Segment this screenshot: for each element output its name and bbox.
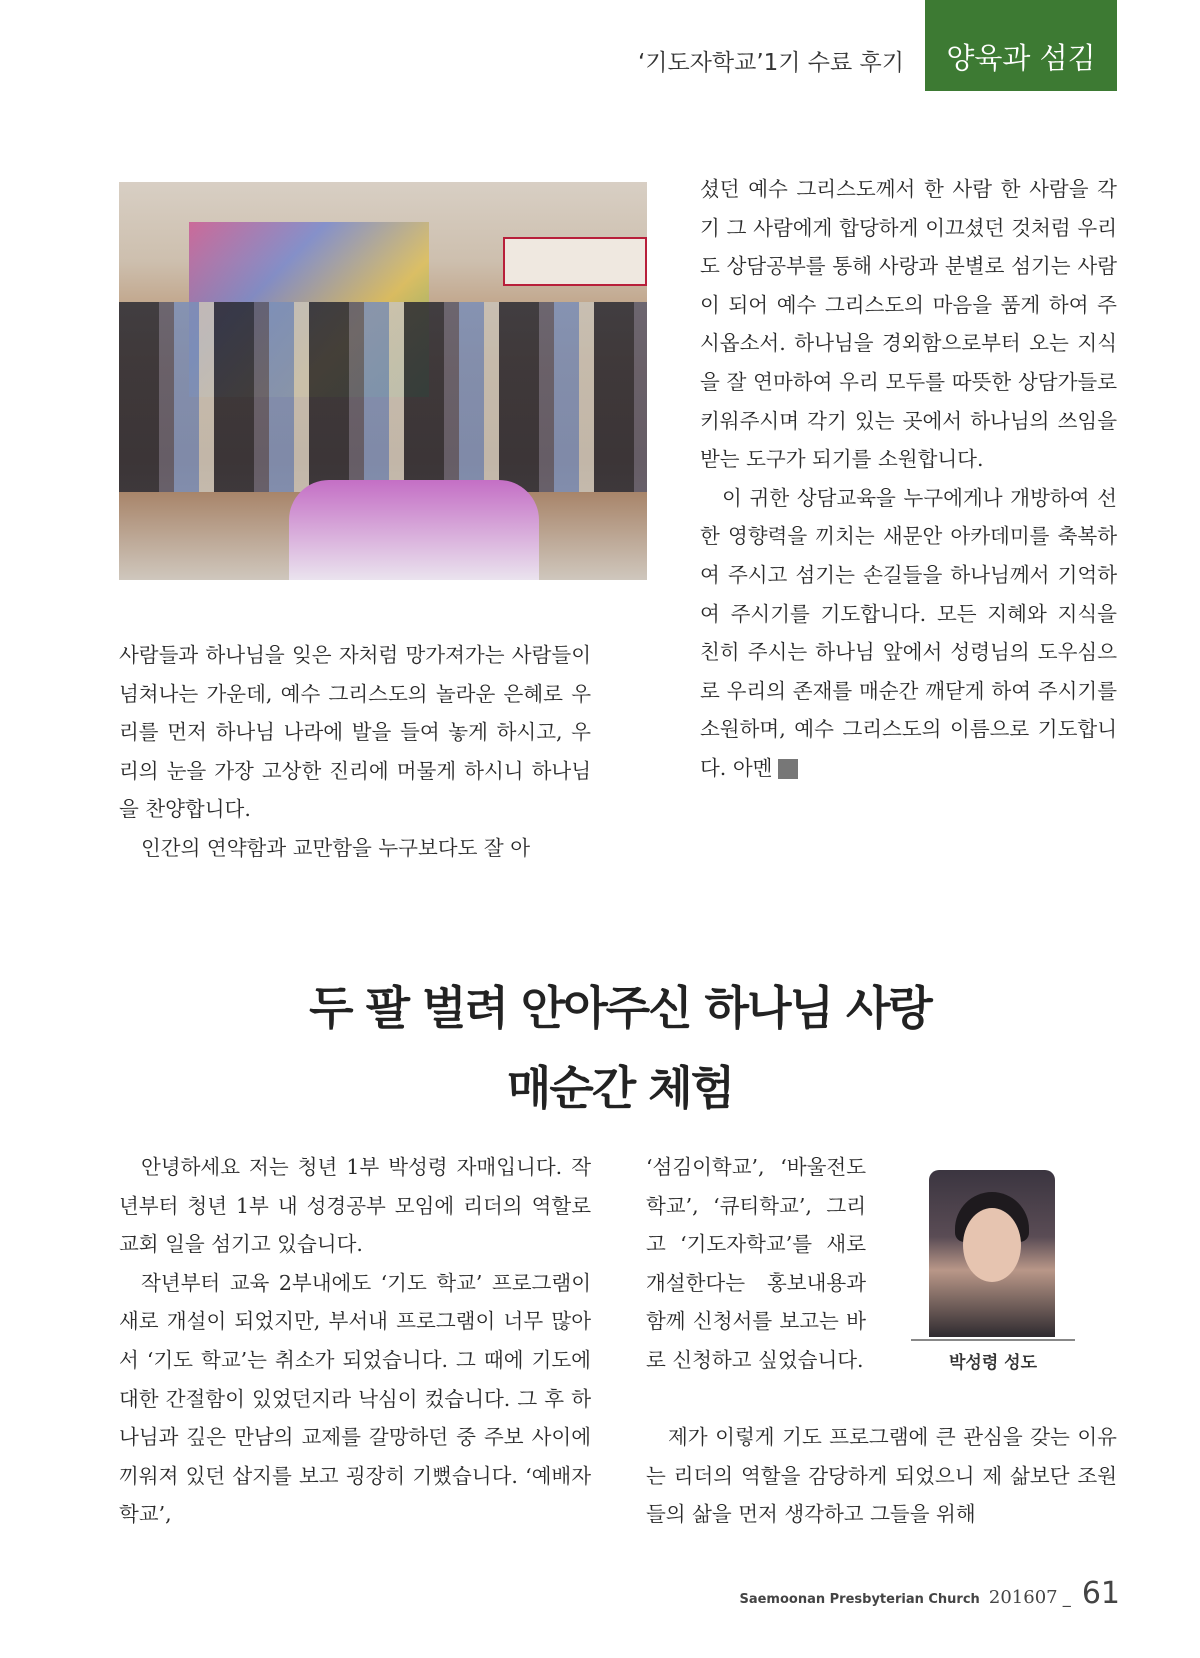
portrait-caption: 박성령 성도 xyxy=(948,1353,1038,1373)
headline-line-2: 매순간 체험 xyxy=(506,1061,734,1115)
paragraph: 사람들과 하나님을 잊은 자처럼 망가져가는 사람들이 넘쳐나는 가운데, 예수 그리스도의 놀라운 은혜로 우리를 먼저 하나님 나라에 발을 들여 놓게 하시고, 우리의 눈을 가장 고상한 진리에 머물게 하시니 하나님을 찬양합니다. xyxy=(119,643,591,822)
caption-divider xyxy=(911,1339,1075,1341)
paragraph: 작년부터 교육 2부내에도 ‘기도 학교’ 프로그램이 새로 개설이 되었지만, 부서내 프로그램이 너무 많아서 ‘기도 학교’는 취소가 되었습니다. 그 때에 기도에 대한 간절함이 있었던지라 낙심이 컸습니다. 그 후 하나님과 깊은 만남의 교제를 갈망하던 중 주보 사이에 끼워져 있던 삽지를 보고 굉장히 기뻤습니다. ‘예배자학교’, xyxy=(119,1270,591,1527)
paragraph: 인간의 연약함과 교만함을 누구보다도 잘 아 xyxy=(141,835,531,860)
top-left-column xyxy=(119,636,591,868)
author-portrait xyxy=(929,1170,1055,1337)
bottom-left-column xyxy=(119,1148,591,1534)
page-footer xyxy=(739,1576,1120,1611)
footer-issue: 201607 xyxy=(988,1587,1058,1608)
top-right-column xyxy=(700,170,1117,788)
footer-church: Saemoonan Presbyterian Church xyxy=(739,1592,980,1607)
paragraph: 셨던 예수 그리스도께서 한 사람 한 사람을 각기 그 사람에게 합당하게 이끄셨던 것처럼 우리도 상담공부를 통해 사랑과 분별로 섬기는 사람이 되어 예수 그리스도의 마음을 품게 하여 주시옵소서. 하나님을 경외함으로부터 오는 지식을 잘 연마하여 우리 모두를 따뜻한 상담가들로 키워주시며 각기 있는 곳에서 하나님의 쓰임을 받는 도구가 되기를 소원합니다. xyxy=(700,177,1117,472)
paragraph: 이 귀한 상담교육을 누구에게나 개방하여 선한 영향력을 끼치는 새문안 아카데미를 축복하여 주시고 섬기는 손길들을 하나님께서 기억하여 주시기를 기도합니다. 모든 지혜와 지식을 친히 주시는 하나님 앞에서 성령님의 도우심으로 우리의 존재를 매순간 깨닫게 하여 주시기를 소원하며, 예수 그리스도의 이름으로 기도합니다. 아멘 새 xyxy=(700,485,1117,780)
end-mark-icon: 새 xyxy=(778,759,798,779)
article-tag: ‘기도자학교’1기 수료 후기 xyxy=(637,50,904,76)
page-number: 61 xyxy=(1081,1576,1120,1611)
portrait-face xyxy=(963,1208,1021,1282)
wall-banner xyxy=(503,237,647,286)
section-tab xyxy=(925,0,1117,91)
group-photo xyxy=(119,182,647,580)
headline-line-1: 두 팔 벌려 안아주신 하나님 사랑 xyxy=(309,981,931,1035)
bottom-right-narrow-text: ‘섬김이학교’, ‘바울전도학교’, ‘큐티학교’, 그리고 ‘기도자학교’를 새로 개설한다는 홍보내용과 함께 신청서를 보고는 바로 신청하고 싶었습니다. xyxy=(646,1155,866,1372)
paragraph: 안녕하세요 저는 청년 1부 박성령 자매입니다. 작년부터 청년 1부 내 성경공부 모임에 리더의 역할로 교회 일을 섬기고 있습니다. xyxy=(119,1155,591,1257)
footer-separator: _ xyxy=(1062,1588,1071,1607)
section-label: 양육과 섬김 xyxy=(946,41,1096,75)
article-headline xyxy=(0,968,1200,1128)
graduates-group xyxy=(119,302,647,492)
flower-table xyxy=(289,480,539,580)
bottom-right-wide-text: 제가 이렇게 기도 프로그램에 큰 관심을 갖는 이유는 리더의 역할을 감당하게 되었으니 제 삶보단 조원들의 삶을 먼저 생각하고 그들을 위해 xyxy=(646,1425,1117,1527)
